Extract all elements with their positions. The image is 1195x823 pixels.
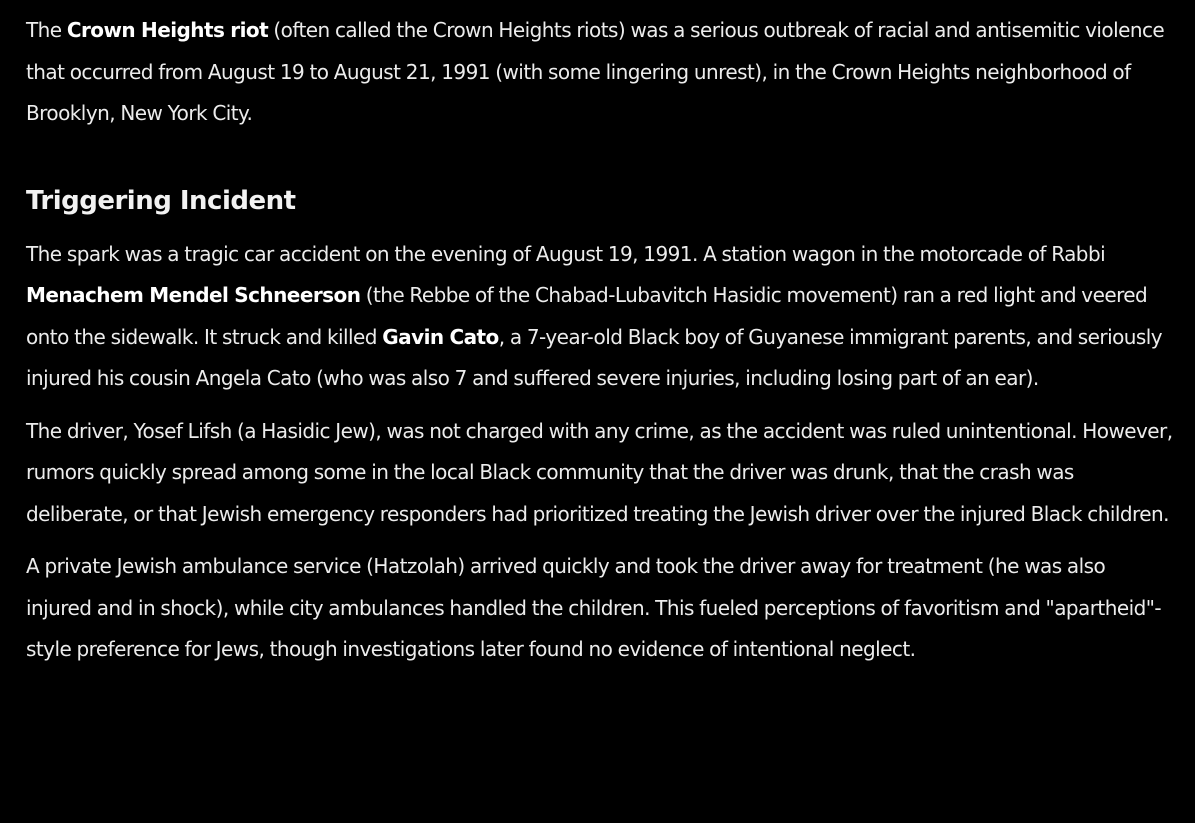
intro-text-2: (often called the Crown Heights riots) was a serious outbreak of racial and antisemitic violence that occurred from August 19 to August 21, 1991 (with some lingering unrest), in the Crown Heights neighborhood of Brooklyn, New York City. [26, 18, 1165, 125]
paragraph-driver: The driver, Yosef Lifsh (a Hasidic Jew), was not charged with any crime, as the accident was ruled unintentional. However, rumors quickly spread among some in the local Black community that the driver was drunk, that the crash was deliberate, or that Jewish emergency responders had prioritized treating the Jewish driver over the injured Black children. [26, 418, 1173, 526]
intro-text-1: The [26, 18, 67, 42]
paragraph-accident-text-3: , a 7-year-old Black boy of Guyanese immigrant parents, and seriously injured his cousin Angela Cato (who was also 7 and suffered severe injuries, including losing part of an ear). [26, 324, 1163, 390]
paragraph-accident-text-1: The spark was a tragic car accident on the evening of August 19, 1991. A station wagon in the motorcade of Rabbi [26, 241, 1106, 266]
bold-name-schneerson: Menachem Mendel Schneerson [26, 283, 361, 307]
intro-paragraph [26, 10, 1175, 135]
section-heading: Triggering Incident [26, 185, 296, 216]
paragraph-accident-text-2: (the Rebbe of the Chabad-Lubavitch Hasidic movement) ran a red light and veered onto the sidewalk. It struck and killed [26, 283, 1148, 349]
intro-bold-term: Crown Heights riot [66, 18, 269, 42]
paragraph-accident [26, 234, 1175, 400]
bold-name-cato: Gavin Cato [382, 324, 499, 349]
paragraph-ambulance: A private Jewish ambulance service (Hatzolah) arrived quickly and took the driver away for treatment (he was also injured and in shock), while city ambulances handled the children. This fueled perceptions of favoritism and "apartheid"-style preference for Jews, though investigations later found no evidence of intentional neglect. [26, 554, 1162, 661]
